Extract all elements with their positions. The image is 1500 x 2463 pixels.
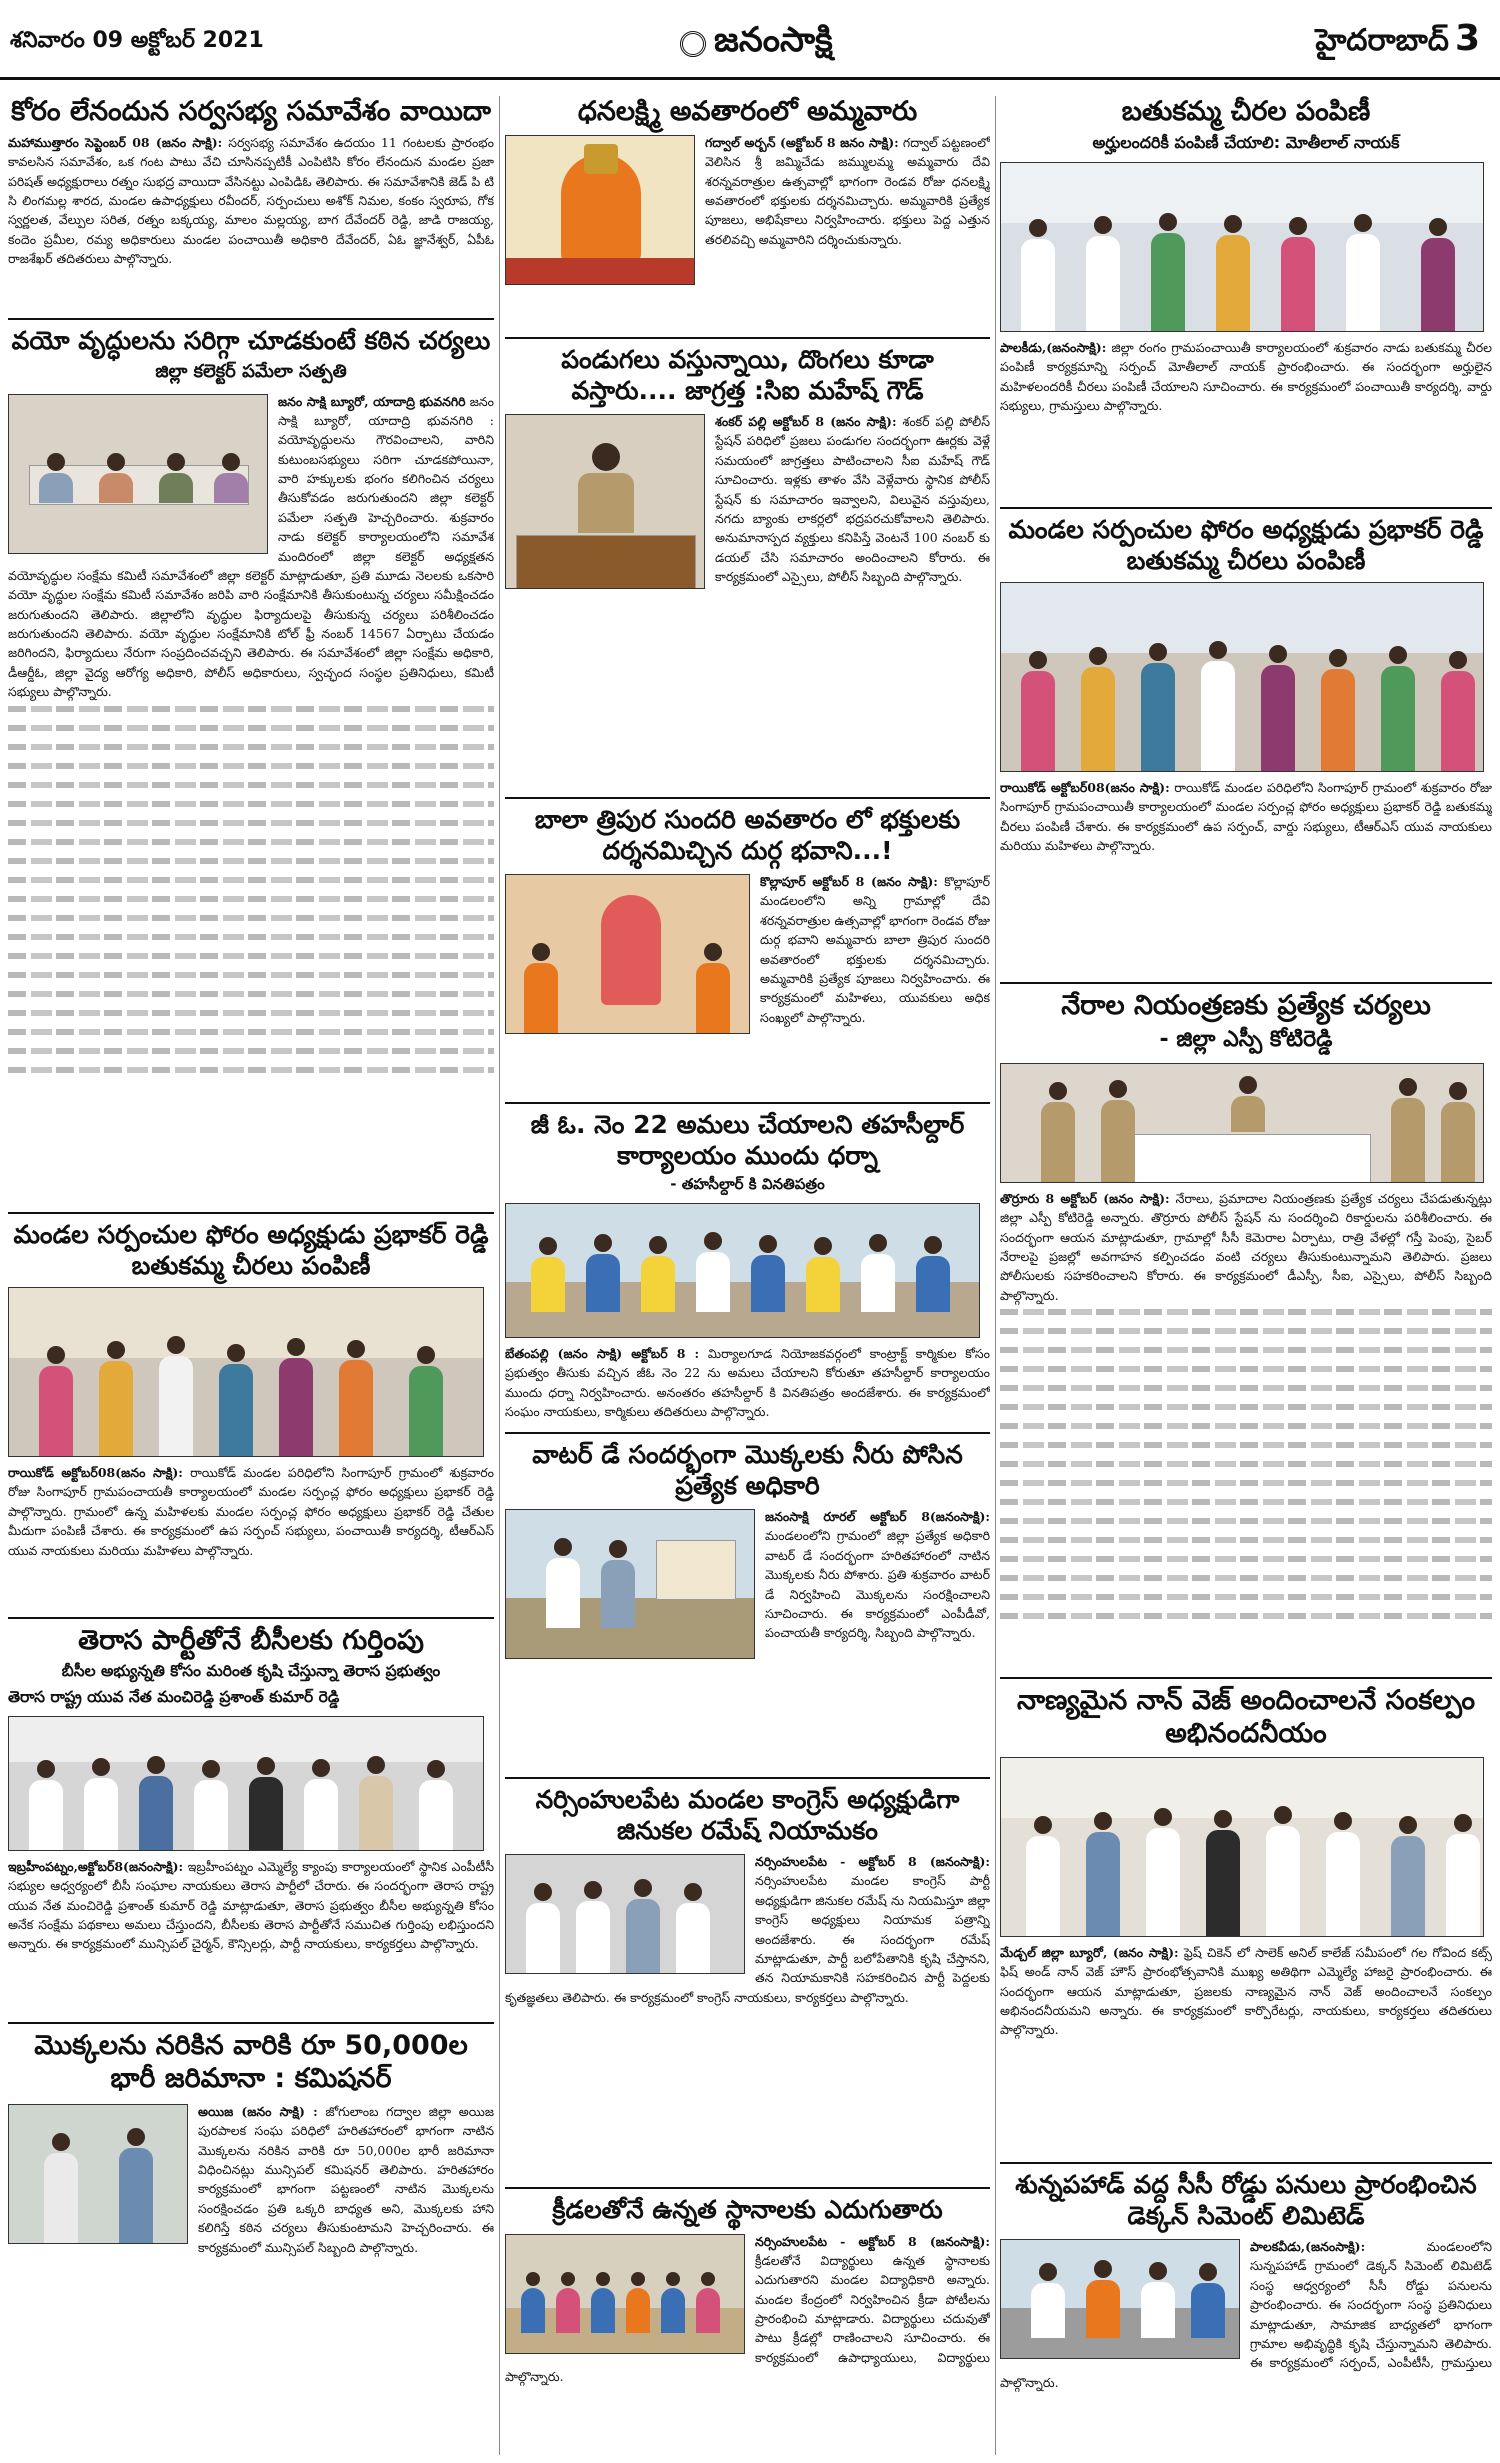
headline: జీ ఓ. నెం 22 అమలు చేయాలని తహసీల్దార్ కార్యాలయం ముందు ధర్నా (530, 1110, 965, 1170)
article-body (1000, 1943, 1492, 2040)
subheadline: అర్హులందరికీ పంపిణీ చేయాలి: మోతీలాల్ నాయక్ (1092, 132, 1400, 152)
durga-idol-photo (505, 874, 750, 1034)
article-forum-president-sarees (1000, 501, 1492, 971)
headline: వాటర్ డే సందర్భంగా మొక్కలకు నీరు పోసిన ప్రత్యేక అధికారి (532, 1440, 963, 1500)
headline: కోరం లేనందున సర్వసభ్య సమావేశం వాయిదా (11, 96, 491, 127)
issue-date: శనివారం 09 అక్టోబర్ 2021 (10, 28, 264, 53)
byline: మేడ్చల్ జిల్లా బ్యూరో, (జనం సాక్షి): (1000, 1944, 1179, 1960)
meeting-photo (8, 394, 268, 554)
body-text: జోగులాంబ గద్వాల జిల్లా అయిజ పురపాలక సంఘ పరిధిలో హరితహారంలో భాగంగా నాటిన మొక్కలను నరికిన వారికి రూ 50,000ల భారీ జరిమానా విధించినట్లు మున్సిపల్ కమిషనర్ తెలిపారు. హరితహారం కార్యక్రమంలో భాగంగా పట్టణంలో నాటిన మొక్కలను సంరక్షించడం ప్రతి ఒక్కరి బాధ్యత అని, మొక్కలకు హాని కలిగిస్తే కఠిన చర్యలు తీసుకుంటామని హెచ్చరించారు. ఈ కార్యక్రమంలో మున్సిపల్ సిబ్బంది పాల్గొన్నారు. (198, 2103, 494, 2255)
article-go-22-dharna (505, 1096, 990, 1421)
body-text-continued (1000, 1309, 1492, 1619)
edition-city: హైదరాబాద్ (1315, 23, 1449, 58)
shop-opening-photo (1000, 1757, 1484, 1937)
headline: మండల సర్పంచుల ఫోరం అధ్యక్షుడు ప్రభాకర్ రెడ్డి బతుకమ్మ చీరలు పంపిణీ (13, 1220, 489, 1280)
body-text: జిల్లా రంగం గ్రామపంచాయితీ కార్యాలయంలో శుక్రవారం నాడు బతుకమ్మ చీరల పంపిణీ కార్యక్రమాన్ని సర్పంచ్ మోతీలాల్ నాయక్ ప్రారంభించారు. ఈ సందర్భంగా అర్హులైన మహిళలందరికీ చీరలు పంపిణీ చేయాలని సూచించారు. ఈ కార్యక్రమంలో పంచాయితీ కార్యదర్శి, వార్డు సభ్యులు, గ్రామస్తులు పాల్గొన్నారు. (1000, 339, 1492, 414)
byline: కొల్లాపూర్ అక్టోబర్ 8 (జనం సాక్షి): (760, 874, 938, 889)
headline: నాణ్యమైన నాన్ వెజ్ అందించాలనే సంకల్పం అభినందనీయం (1016, 1685, 1476, 1749)
article-bathukamma-sarees (1000, 96, 1492, 496)
sports-students-photo (505, 2234, 745, 2354)
ci-photo (505, 414, 705, 589)
body-text: రాయికోడ్ మండల పరిధిలోని సింగాపూర్ గ్రామంలో శుక్రవారం రోజు సింగాపూర్ గ్రామపంచాయతీ కార్యాలయంలో మండల సర్పంచ్ల ఫోరం అధ్యక్షులు ప్రభాకర్ రెడ్డి పాల్గొన్నారు. గ్రామంలో ఉన్న మహిళలకు మండల సర్పంచ్ల ఫోరం అధ్యక్షులు ప్రభాకర్ రెడ్డి చేతుల మీదుగా పంపిణీ చేశారు. ఈ కార్యక్రమంలో ఉప సర్పంచ్ సభ్యులు, పంచాయితీ కార్యదర్శి, టీఆర్ఎస్ యువ నాయకులు మరియు మహిళలు పాల్గొన్నారు. (8, 1465, 494, 1558)
article-body (1000, 778, 1492, 856)
article-congress-president (505, 1771, 990, 2176)
byline: నర్సింహులపేట - అక్టోబర్ 8 (జనంసాక్షి): (755, 1854, 990, 1869)
subheadline: బీసీల అభ్యున్నతి కోసం మరింత కృషి చేస్తున్నా తెరాస ప్రభుత్వం (61, 1661, 441, 1680)
body-text: నర్సింహులపేట మండల కాంగ్రెస్ పార్టీ అధ్యక్షుడిగా జినుకల రమేష్ ను నియమిస్తూ జిల్లా కాంగ్రెస్ అధ్యక్షులు నియామక పత్రాన్ని అందజేశారు. ఈ సందర్భంగా రమేష్ మాట్లాడుతూ, పార్టీ బలోపేతానికి కృషి చేస్తానని, తన నియామకానికి సహకరించిన పార్టీ పెద్దలకు కృతజ్ఞతలు తెలిపారు. ఈ కార్యక్రమంలో కాంగ్రెస్ నాయకులు, కార్యకర్తలు పాల్గొన్నారు. (505, 1873, 990, 2005)
goddess-photo (505, 135, 695, 285)
headline: మొక్కలను నరికిన వారికి రూ 50,000ల భారీ జరిమానా : కమిషనర్ (34, 2030, 468, 2094)
divider (505, 2187, 990, 2189)
article-body (1000, 2237, 1492, 2392)
article-tree-fine (8, 2016, 494, 2455)
column-rule (995, 96, 996, 2455)
byline: బేతంపల్లి (జనం సాక్షి) అక్టోబర్ 8 : (505, 1346, 700, 1361)
party-joining-photo (8, 1716, 484, 1851)
headline: బాలా త్రిపుర సుందరి అవతారం లో భక్తులకు దర్శనమిచ్చిన దుర్గ భవాని...! (534, 805, 961, 865)
article-body (8, 1857, 494, 1954)
article-cc-road (1000, 2156, 1492, 2455)
body-text-continued (8, 706, 494, 1073)
byline: జనం సాక్షి బ్యూరో, యాదాద్రి భువనగిరి (278, 393, 466, 409)
body-text: రాయికోడ్ మండల పరిధిలోని సింగాపూర్ గ్రామంలో శుక్రవారం రోజు సింగాపూర్ గ్రామపంచాయితీ కార్యాలయంలో మండల సర్పంచ్ల ఫోరం అధ్యక్షులు ప్రభాకర్ రెడ్డి బతుకమ్మ చీరలు పంపిణీ చేశారు. ఈ కార్యక్రమంలో ఉప సర్పంచ్, వార్డు సభ్యులు, టీఆర్ఎస్ యువ నాయకులు మరియు మహిళలు పాల్గొన్నారు. (1000, 780, 1492, 854)
body-text: ఇబ్రహీంపట్నం ఎమ్మెల్యే క్యాంపు కార్యాలయంలో స్థానిక ఎంపీటీసీ సభ్యుల ఆధ్వర్యంలో బీసీ సంఘాల నాయకులు తెరాస పార్టీలో చేరారు. ఈ సందర్భంగా తెరాస రాష్ట్ర యువ నేత మంచిరెడ్డి ప్రశాంత్ కుమార్ రెడ్డి మాట్లాడుతూ, తెరాస ప్రభుత్వం బీసీల అభ్యున్నతి కోసం అనేక సంక్షేమ పథకాలు అమలు చేస్తుందని, బీసీలకు తెరాస పార్టీతోనే సముచిత గుర్తింపు లభిస్తుందని అన్నారు. ఈ కార్యక్రమంలో మున్సిపల్ చైర్మన్, కౌన్సిలర్లు, పార్టీ నాయకులు, కార్యకర్తలు పాల్గొన్నారు. (8, 1858, 494, 1952)
headline: పండుగలు వస్తున్నాయి, దొంగలు కూడా వస్తారు.... జాగ్రత్త :సిఐ మహేష్ గౌడ్ (561, 345, 934, 405)
byline: పాలకీడు,(జనంసాక్షి): (1000, 339, 1107, 355)
byline: జనంసాక్షి రూరల్ అక్టోబర్ 8(జనంసాక్షి): (765, 1509, 990, 1524)
dharna-photo (505, 1203, 980, 1338)
sp-inspection-photo (1000, 1063, 1484, 1183)
paper-logo (680, 20, 833, 68)
subheadline: - జిల్లా ఎస్పీ కోటిరెడ్డి (1159, 1026, 1333, 1052)
headline: నేరాల నియంత్రణకు ప్రత్యేక చర్యలు (1061, 990, 1431, 1021)
divider (8, 1212, 494, 1214)
article-trs-bc (8, 1611, 494, 2011)
divider (8, 2022, 494, 2024)
body-text: క్రీడలతోనే విద్యార్థులు ఉన్నత స్థానాలకు ఎదుగుతారని మండల విద్యాధికారి అన్నారు. మండల కేంద్రంలో నిర్వహించిన క్రీడా పోటీలను ప్రారంభించి మాట్లాడారు. విద్యార్థులు చదువుతో పాటు క్రీడల్లో రాణించాలని సూచించారు. ఈ కార్యక్రమంలో ఉపాధ్యాయులు, విద్యార్థులు పాల్గొన్నారు. (505, 2252, 990, 2385)
page-number: 3 (1454, 18, 1480, 59)
body-text: సర్వసభ్య సమావేశం ఉదయం 11 గంటలకు ప్రారంభం కావలసిన సమావేశం, ఒక గంట పాటు వేచి చూసినప్పటికీ ఎంపిటిసి కోరం లేనందున మండల ప్రజా పరిషత్ అధ్యక్షురాలు రత్నం సుభద్ర వాయిదా వేసినట్టు ఎంపిడిఓ తెలిపారు. ఈ సమావేశానికి జెడ్ పి టి సి లింగమల్ల శారద, మండల ఉపాధ్యక్షులు రవీందర్, సర్పంచులు అశోక్ నిమల, కంకం స్వరూప, గోక స్వర్ణలత, వేల్పుల సరిత, రత్నం బక్కయ్య, మాలం మల్లయ్య, బాగ దేవేందర్ రెడ్డి, జాడి రాజయ్య, కందెం ప్రమీల, రమ్య అధికారులు మండల పంచాయితీ అధికారి దేవేందర్, ఏఓ జ్ఞానేశ్వర్, ఏపీఓ రాజశేఖర్ తదితరులు పాల్గొన్నారు. (8, 134, 494, 267)
watering-plants-photo (505, 1509, 755, 1659)
headline: బతుకమ్మ చీరల పంపిణీ (1121, 96, 1371, 127)
paper-name: జనంసాక్షి (714, 20, 833, 60)
sarees-group-photo (1000, 582, 1484, 772)
article-body (8, 2102, 494, 2257)
headline: నర్సింహులపేట మండల కాంగ్రెస్ అధ్యక్షుడిగా జినుకల రమేష్ నియామకం (535, 1785, 960, 1845)
byline: రాయికోడ్ అక్టోబర్08(జనం సాక్షి): (1000, 780, 1170, 795)
body-text: మిర్యాలగూడ నియోజకవర్గంలో కాంట్రాక్ట్ కార్మికుల కోసం ప్రభుత్వం తీసుకు వచ్చిన జీఓ నెం 22 ను అమలు చేయాలని కోరుతూ తహసీల్దార్ కార్యాలయం ముందు ధర్నా నిర్వహించారు. అనంతరం తహసీల్దార్ కి వినతిపత్రం అందజేశారు. ఈ కార్యక్రమంలో సంఘం నాయకులు, కార్మికులు తదితరులు పాల్గొన్నారు. (505, 1346, 990, 1420)
divider (8, 1617, 494, 1619)
article-body (8, 392, 494, 702)
byline: రాయికోడ్ అక్టోబర్08(జనం సాక్షి): (8, 1465, 183, 1480)
headline: క్రీడలతోనే ఉన్నత స్థానాలకు ఎదుగుతారు (552, 2195, 943, 2224)
headline: శున్నపహాడ్ వద్ద సీసీ రోడ్డు పనులు ప్రారంభించిన డెక్కన్ సిమెంట్ లిమిటెడ్ (1015, 2170, 1477, 2230)
column-left (8, 96, 494, 2455)
byline: ఇబ్రహీంపట్నం,అక్టోబర్8(జనంసాక్షి): (8, 1858, 184, 1874)
article-bala-tripura (505, 791, 990, 1091)
byline: నర్సింహులపేట - అక్టోబర్ 8 (జనంసాక్షి): (755, 2233, 990, 2249)
newspaper-emblem-icon (680, 31, 706, 57)
article-body (1000, 1189, 1492, 1305)
article-crime-control (1000, 976, 1492, 1666)
divider (505, 337, 990, 339)
article-quorum (8, 96, 494, 311)
article-sarpanch-forum-sarees (8, 1206, 494, 1606)
article-body (8, 133, 494, 269)
article-festival-thieves (505, 331, 990, 786)
article-body (505, 1344, 990, 1421)
saree-handover-photo (1000, 162, 1484, 332)
headline: వయో వృద్ధులను సరిగ్గా చూడకుంటే కఠిన చర్యలు (11, 326, 491, 355)
body-text: జనం సాక్షి బ్యూరో, యాదాద్రి భువనగిరి : వయోవృద్ధులను గౌరవించాలని, వారిని కుటుంబసభ్యులు సరిగా చూడకపోయినా, వారి హక్కులకు భంగం కలిగించిన చర్యలు తీసుకోవడం జరుగుతుందని జిల్లా కలెక్టర్ పమేలా సత్పతి హెచ్చరించారు. శుక్రవారం నాడు కలెక్టర్ కార్యాలయంలోని సమావేశ మందిరంలో జిల్లా కలెక్టర్ అధ్యక్షతన వయోవృద్ధుల సంక్షేమ కమిటీ సమావేశంలో జిల్లా కలెక్టర్ మాట్లాడుతూ, ప్రతి మూడు నెలలకు ఒకసారి వయో వృద్ధుల సంక్షేమ కమిటీ సమావేశం జరిపి వారి సంక్షేమానికి తీసుకుంటున్న చర్యలు సమీక్షించడం జరుగుతుందని తెలిపారు. జిల్లాలోని వృద్ధుల ఫిర్యాదులపై తీసుకున్న చర్యలు పరిశీలించడం జరుగుతుందని తెలిపారు. వయో వృద్ధుల సంక్షేమానికి టోల్ ఫ్రీ నంబర్ 14567 ఏర్పాటు చేయడం జరిగిందని, ఫిర్యాదులు నేరుగా సంప్రదించవచ్చని తెలిపారు. ఈ సమావేశంలో జిల్లా సంక్షేమ అధికారి, డీఆర్డీఓ, జిల్లా వైద్య ఆరోగ్య అధికారి, పోలీస్ అధికారులు, స్వచ్ఛంద సంస్థల ప్రతినిధులు, కమిటీ సభ్యులు పాల్గొన్నారు. (8, 393, 494, 700)
headline: తెరాస పార్టీతోనే బీసీలకు గుర్తింపు (78, 1625, 424, 1656)
byline: తొర్రూరు 8 అక్టోబర్ (జనం సాక్షి): (1000, 1190, 1170, 1206)
body-text: నేరాలు, ప్రమాదాల నియంత్రణకు ప్రత్యేక చర్యలు చేపడుతున్నట్లు జిల్లా ఎస్పీ కోటిరెడ్డి అన్నారు. తొర్రూరు పోలీస్ స్టేషన్ ను సందర్శించి రికార్డులను పరిశీలించారు. ఈ సందర్భంగా ఆయన మాట్లాడుతూ, గ్రామాల్లో సీసీ కెమెరాల ఏర్పాటు, రాత్రి వేళల్లో గస్తీ పెంపు, సైబర్ నేరాలపై ప్రజల్లో అవగాహన కల్పించడం వంటి చర్యలు తీసుకుంటున్నామని తెలిపారు. ప్రజలు పోలీసులకు సహకరించాలని కోరారు. ఈ కార్యక్రమంలో డీఎస్పీ, సీఐ, ఎస్సైలు, పోలీస్ సిబ్బంది పాల్గొన్నారు. (1000, 1190, 1492, 1303)
body-text: మండలంలోని గ్రామంలో జిల్లా ప్రత్యేక అధికారి వాటర్ డే సందర్భంగా హరితహారంలో నాటిన మొక్కలకు నీరు పోశారు. ప్రతి శుక్రవారం వాటర్ డే నిర్వహించి మొక్కలను సంరక్షించాలని సూచించారు. ఈ కార్యక్రమంలో ఎంపీడీవో, పంచాయతీ కార్యదర్శి, సిబ్బంది పాల్గొన్నారు. (765, 1528, 990, 1641)
body-text: కొల్లాపూర్ మండలంలోని అన్ని గ్రామాల్లో దేవి శరన్నవరాత్రుల ఉత్సవాల్లో భాగంగా రెండవ రోజు దుర్గ భవాని అమ్మవారు బాలా త్రిపుర సుందరి అవతారంలో భక్తులకు దర్శనమిచ్చారు. అమ్మవారికి ప్రత్యేక పూజలు నిర్వహించారు. ఈ కార్యక్రమంలో మహిళలు, యువకులు అధిక సంఖ్యలో పాల్గొన్నారు. (760, 874, 990, 1025)
article-body (505, 1507, 990, 1643)
subheadline: తెరాస రాష్ట్ర యువ నేత మంచిరెడ్డి ప్రశాంత్ కుమార్ రెడ్డి (8, 1687, 340, 1706)
appointment-photo (505, 1854, 745, 1974)
saree-distribution-photo (8, 1287, 484, 1457)
divider (1000, 507, 1492, 509)
article-dhanalakshmi (505, 96, 990, 326)
article-body (505, 2232, 990, 2387)
subheadline: - తహసీల్దార్ కి వినతిపత్రం (670, 1175, 825, 1193)
subheadline: జిల్లా కలెక్టర్ పమేలా సత్పతి (155, 360, 347, 382)
column-middle (505, 96, 990, 2455)
edition (1315, 18, 1480, 65)
article-elderly-welfare (8, 312, 494, 1202)
byline: మహాముత్తారం సెప్టెంబర్ 08 (జనం సాక్షి): (8, 134, 223, 150)
body-text: శంకర్ పల్లి పోలీస్ స్టేషన్ పరిధిలో ప్రజలు పండుగల సందర్భంగా ఊర్లకు వెళ్లే సమయంలో జాగ్రత్తలు పాటించాలని సీఐ మహేష్ గౌడ్ సూచించారు. ఇళ్లకు తాళం వేసి వెళ్లేవారు స్థానిక పోలీస్ స్టేషన్ కు సమాచారం ఇవ్వాలని, విలువైన వస్తువులు, నగదు బ్యాంకు లాకర్లలో భద్రపరచుకోవాలని తెలిపారు. అనుమానాస్పద వ్యక్తులు కనిపిస్తే వెంటనే 100 నంబర్ కు డయల్ చేసి సమాచారం అందించాలని కోరారు. ఈ కార్యక్రమంలో ఎస్సైలు, పోలీస్ సిబ్బంది పాల్గొన్నారు. (715, 414, 990, 584)
divider (1000, 1677, 1492, 1679)
column-rule (499, 96, 500, 2455)
column-right (1000, 96, 1492, 2455)
body-text: గద్వాల్ పట్టణంలో వెలిసిన శ్రీ జమ్మిచేడు జమ్ములమ్మ అమ్మవారు దేవి శరన్నవరాత్రుల ఉత్సవాల్లో భాగంగా రెండవ రోజు ధనలక్ష్మి అవతారంలో భక్తులకు దర్శనమిచ్చారు. అమ్మవారికి ప్రత్యేక పూజలు, అభిషేకాలు నిర్వహించారు. భక్తులు పెద్ద ఎత్తున తరలివచ్చి అమ్మవారిని దర్శించుకున్నారు. (705, 134, 990, 247)
article-body (505, 872, 990, 1027)
article-body (505, 1852, 990, 2007)
headline: మండల సర్పంచుల ఫోరం అధ్యక్షుడు ప్రభాకర్ రెడ్డి బతుకమ్మ చీరలు పంపిణీ (1008, 515, 1484, 575)
commissioner-photo (8, 2104, 188, 2244)
article-body (505, 133, 990, 249)
article-body (505, 412, 990, 586)
article-body (1000, 338, 1492, 416)
byline: శంకర్ పల్లి అక్టోబర్ 8 (జనం సాక్షి): (715, 414, 897, 429)
byline: అయిజ (జనం సాక్షి) : (198, 2103, 318, 2119)
divider (1000, 982, 1492, 984)
headline: ధనలక్ష్మి అవతారంలో అమ్మవారు (577, 96, 918, 127)
divider (505, 797, 990, 799)
body-text: మండలంలోని సున్నపహాడ్ గ్రామంలో డెక్కన్ సిమెంట్ లిమిటెడ్ సంస్థ ఆధ్వర్యంలో సీసీ రోడ్డు పనులను ప్రారంభించారు. ఈ సందర్భంగా సంస్థ ప్రతినిధులు మాట్లాడుతూ, సామాజిక బాధ్యతలో భాగంగా గ్రామాల అభివృద్ధికి కృషి చేస్తున్నామని తెలిపారు. ఈ కార్యక్రమంలో సర్పంచ్, ఎంపీటీసీ, గ్రామస్తులు పాల్గొన్నారు. (1000, 2239, 1492, 2390)
article-water-day (505, 1426, 990, 1766)
masthead (0, 0, 1500, 80)
road-work-photo (1000, 2239, 1240, 2359)
article-body (8, 1463, 494, 1560)
divider (1000, 2162, 1492, 2164)
divider (505, 1777, 990, 1779)
body-text: ఫ్రెష్ చికెన్ లో సాలెక్ అనిల్ కాలేజ్ సమీపంలో గల గోవింద కట్స్ ఫిష్ అండ్ నాన్ వెజ్ హౌస్ ప్రారంభోత్సవానికి ముఖ్య అతిథిగా ఎమ్మెల్యే హాజరై ప్రారంభించారు. ఈ సందర్భంగా ఆయన మాట్లాడుతూ, ప్రజలకు నాణ్యమైన నాన్ వెజ్ అందించాలనే సంకల్పం అభినందనీయమని అన్నారు. ఈ కార్యక్రమంలో కార్పొరేటర్లు, నాయకులు, కార్యకర్తలు తదితరులు పాల్గొన్నారు. (1000, 1944, 1492, 2038)
divider (505, 1432, 990, 1434)
divider (505, 1102, 990, 1104)
byline: గద్వాల్ అర్బన్ (అక్టోబర్ 8 జనం సాక్షి): (705, 134, 899, 150)
article-nonveg-shop (1000, 1671, 1492, 2151)
divider (8, 318, 494, 320)
article-sports (505, 2181, 990, 2451)
byline: పాలకవీడు,(జనంసాక్షి): (1250, 2239, 1366, 2254)
